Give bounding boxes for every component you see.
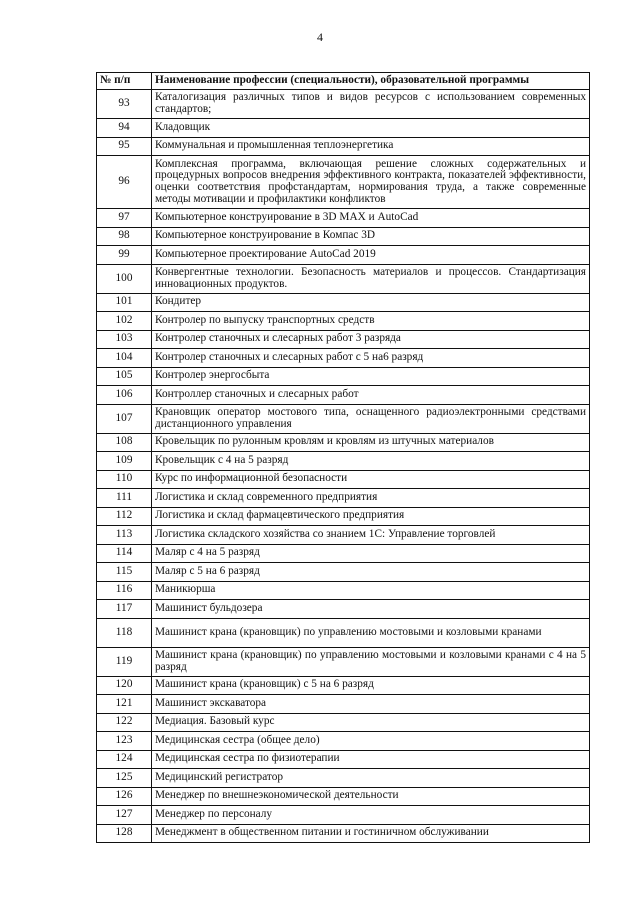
program-name: Контроллер станочных и слесарных работ [152,386,590,405]
program-name: Крановщик оператор мостового типа, оснащенного радиоэлектронными средствами дистанционного управления [152,404,590,433]
table-row [97,647,590,676]
row-number: 119 [97,647,152,676]
row-number: 125 [97,769,152,788]
row-number: 116 [97,581,152,600]
program-name: Медицинская сестра (общее дело) [152,732,590,751]
program-name: Комплексная программа, включающая решение сложных содержательных и процедурных вопросов внедрения эффективного контракта, показателей эффективности, оценки соответствия профстандартам, нормирования труда, а также современные методы мотивации и профилактики конфликтов [152,156,590,209]
row-number: 113 [97,526,152,545]
program-name: Кладовщик [152,119,590,138]
table-row [97,386,590,405]
program-name: Логистика и склад современного предприятия [152,489,590,508]
program-name: Медиация. Базовый курс [152,713,590,732]
row-number: 110 [97,470,152,489]
program-name: Медицинская сестра по физиотерапии [152,750,590,769]
table-row [97,209,590,228]
row-number: 127 [97,806,152,825]
program-name: Маникюрша [152,581,590,600]
program-name: Маляр с 4 на 5 разряд [152,544,590,563]
program-name: Менеджер по персоналу [152,806,590,825]
program-name: Машинист бульдозера [152,600,590,619]
table-row [97,787,590,806]
program-name: Логистика и склад фармацевтического предприятия [152,507,590,526]
table-row [97,581,590,600]
table-row [97,769,590,788]
program-name: Кровельщик по рулонным кровлям и кровлям из штучных материалов [152,433,590,452]
row-number: 95 [97,137,152,156]
table-row [97,349,590,368]
row-number: 123 [97,732,152,751]
program-name: Машинист крана (крановщик) по управлению мостовыми и козловыми кранами [152,618,590,647]
row-number: 120 [97,676,152,695]
program-name: Компьютерное конструирование в 3D MAX и AutoCad [152,209,590,228]
table-row [97,806,590,825]
program-name: Курс по информационной безопасности [152,470,590,489]
row-number: 112 [97,507,152,526]
program-name: Кровельщик с 4 на 5 разряд [152,452,590,471]
program-name: Контролер станочных и слесарных работ 3 разряда [152,330,590,349]
program-name: Контролер станочных и слесарных работ с 5 на6 разряд [152,349,590,368]
row-number: 114 [97,544,152,563]
table-row [97,750,590,769]
row-number: 115 [97,563,152,582]
table-row [97,90,590,119]
table-row [97,264,590,293]
row-number: 93 [97,90,152,119]
table-row [97,156,590,209]
table-row [97,404,590,433]
row-number: 102 [97,312,152,331]
row-number: 122 [97,713,152,732]
row-number: 105 [97,367,152,386]
program-name: Менеджер по внешнеэкономической деятельности [152,787,590,806]
table-row [97,600,590,619]
row-number: 128 [97,824,152,843]
row-number: 124 [97,750,152,769]
row-number: 108 [97,433,152,452]
program-name: Машинист крана (крановщик) с 5 на 6 разряд [152,676,590,695]
row-number: 107 [97,404,152,433]
table-row [97,433,590,452]
table-row [97,246,590,265]
table-body [97,90,590,843]
table-row [97,544,590,563]
row-number: 98 [97,227,152,246]
program-name: Менеджмент в общественном питании и гостиничном обслуживании [152,824,590,843]
row-number: 99 [97,246,152,265]
table-row [97,618,590,647]
row-number: 101 [97,293,152,312]
row-number: 96 [97,156,152,209]
table-row [97,367,590,386]
table-row [97,137,590,156]
header-num: № п/п [97,73,152,90]
table-row [97,312,590,331]
program-name: Кондитер [152,293,590,312]
table-row [97,824,590,843]
table-row [97,330,590,349]
table-row [97,695,590,714]
program-name: Медицинский регистратор [152,769,590,788]
program-name: Коммунальная и промышленная теплоэнергетика [152,137,590,156]
row-number: 94 [97,119,152,138]
program-name: Компьютерное конструирование в Компас 3D [152,227,590,246]
table-row [97,676,590,695]
table-row [97,470,590,489]
program-name: Машинист крана (крановщик) по управлению мостовыми и козловыми кранами с 4 на 5 разряд [152,647,590,676]
professions-table [96,72,590,843]
row-number: 121 [97,695,152,714]
table-row [97,293,590,312]
row-number: 126 [97,787,152,806]
row-number: 118 [97,618,152,647]
table-row [97,227,590,246]
program-name: Маляр с 5 на 6 разряд [152,563,590,582]
row-number: 117 [97,600,152,619]
row-number: 103 [97,330,152,349]
program-name: Конвергентные технологии. Безопасность материалов и процессов. Стандартизация инновационных продуктов. [152,264,590,293]
table-row [97,119,590,138]
row-number: 106 [97,386,152,405]
row-number: 100 [97,264,152,293]
table-row [97,713,590,732]
table-header-row [97,73,590,90]
program-name: Каталогизация различных типов и видов ресурсов с использованием современных стандартов; [152,90,590,119]
table-row [97,452,590,471]
table-row [97,489,590,508]
program-name: Контролер по выпуску транспортных средств [152,312,590,331]
table-row [97,732,590,751]
program-name: Машинист экскаватора [152,695,590,714]
row-number: 111 [97,489,152,508]
row-number: 104 [97,349,152,368]
table-row [97,526,590,545]
table-row [97,563,590,582]
header-name: Наименование профессии (специальности), образовательной программы [152,73,590,90]
table-row [97,507,590,526]
row-number: 109 [97,452,152,471]
program-name: Логистика складского хозяйства со знанием 1С: Управление торговлей [152,526,590,545]
row-number: 97 [97,209,152,228]
program-name: Компьютерное проектирование AutoCad 2019 [152,246,590,265]
program-name: Контролер энергосбыта [152,367,590,386]
page-number: 4 [317,30,323,44]
